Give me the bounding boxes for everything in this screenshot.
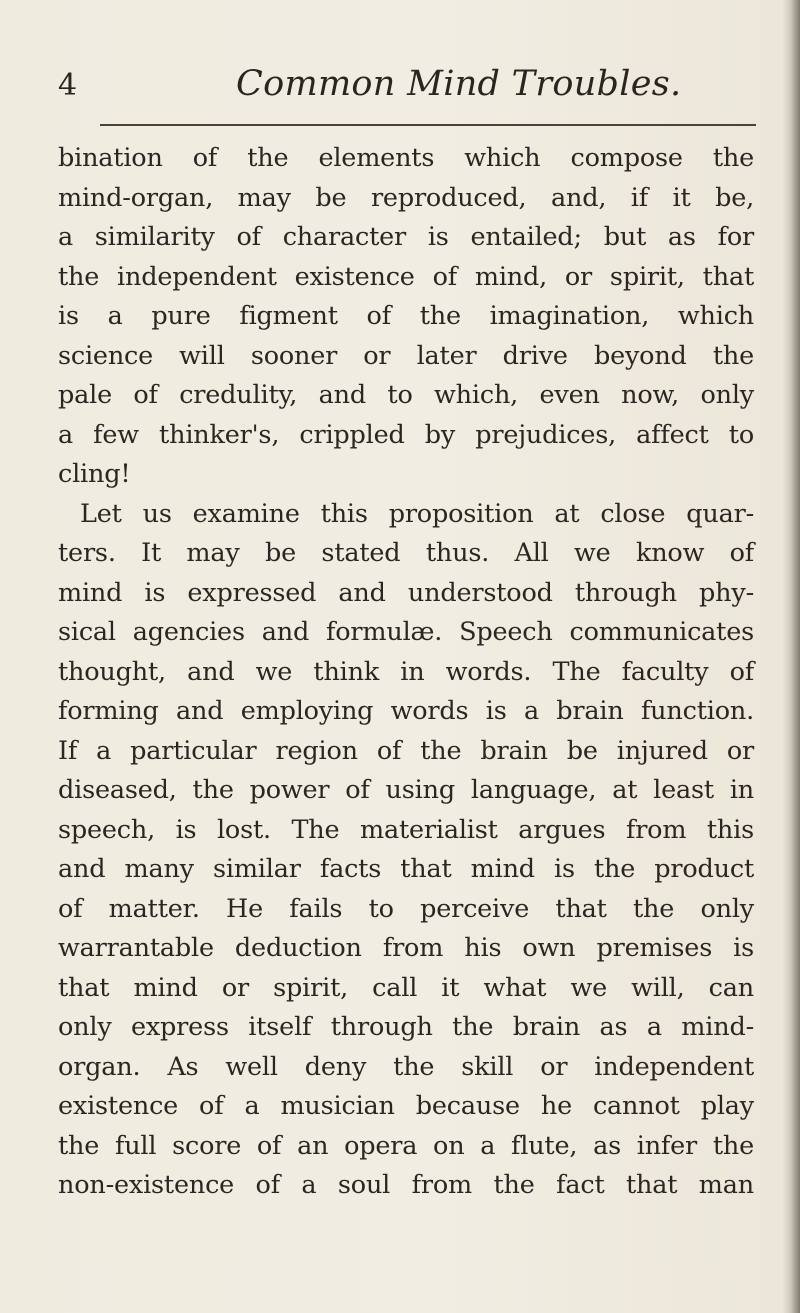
text-line: of matter. He fails to perceive that the only [58,893,754,924]
text-line: If a particular region of the brain be injured or [58,735,754,766]
text-line: a similarity of character is entailed; but as for [58,222,754,252]
text-line: sical agencies and formulæ. Speech communicates [58,617,754,647]
text-line: diseased, the power of using language, at least in [58,775,754,805]
text-line: warrantable deduction from his own premises is [58,933,754,963]
text-line: only express itself through the brain as a mind- [58,1012,754,1042]
text-line: ters. It may be stated thus. All we know of [58,538,754,568]
page-header [58,58,758,110]
text-line: that mind or spirit, call it what we will, can [58,972,754,1003]
text-line: pale of credulity, and to which, even now, only [58,380,754,410]
text-line: and many similar facts that mind is the product [58,854,754,884]
body-text [58,139,754,1206]
text-line: is a pure figment of the imagination, which [58,301,754,331]
text-line: Let us examine this proposition at close quar- [80,498,754,529]
text-line: the full score of an opera on a flute, as infer the [58,1130,754,1161]
text-line: mind-organ, may be reproduced, and, if it be, [58,182,754,213]
text-line: mind is expressed and understood through phy- [58,577,754,608]
text-line: existence of a musician because he cannot play [58,1091,754,1121]
text-line: cling! [58,459,131,489]
text-line: non-existence of a soul from the fact that man [58,1170,754,1200]
text-line: speech, is lost. The materialist argues from this [58,814,754,845]
text-line: thought, and we think in words. The faculty of [58,656,754,687]
text-line: bination of the elements which compose the [58,143,754,173]
text-line: the independent existence of mind, or spirit, that [58,261,754,292]
page-number: 4 [58,68,78,103]
text-line: organ. As well deny the skill or independent [58,1051,754,1082]
header-rule [100,124,756,126]
text-line: a few thinker's, crippled by prejudices, affect to [58,419,754,450]
text-line: science will sooner or later drive beyond the [58,340,754,371]
text-line: forming and employing words is a brain function. [58,696,754,726]
binding-edge [782,0,800,1313]
running-title: Common Mind Troubles. [236,64,682,104]
